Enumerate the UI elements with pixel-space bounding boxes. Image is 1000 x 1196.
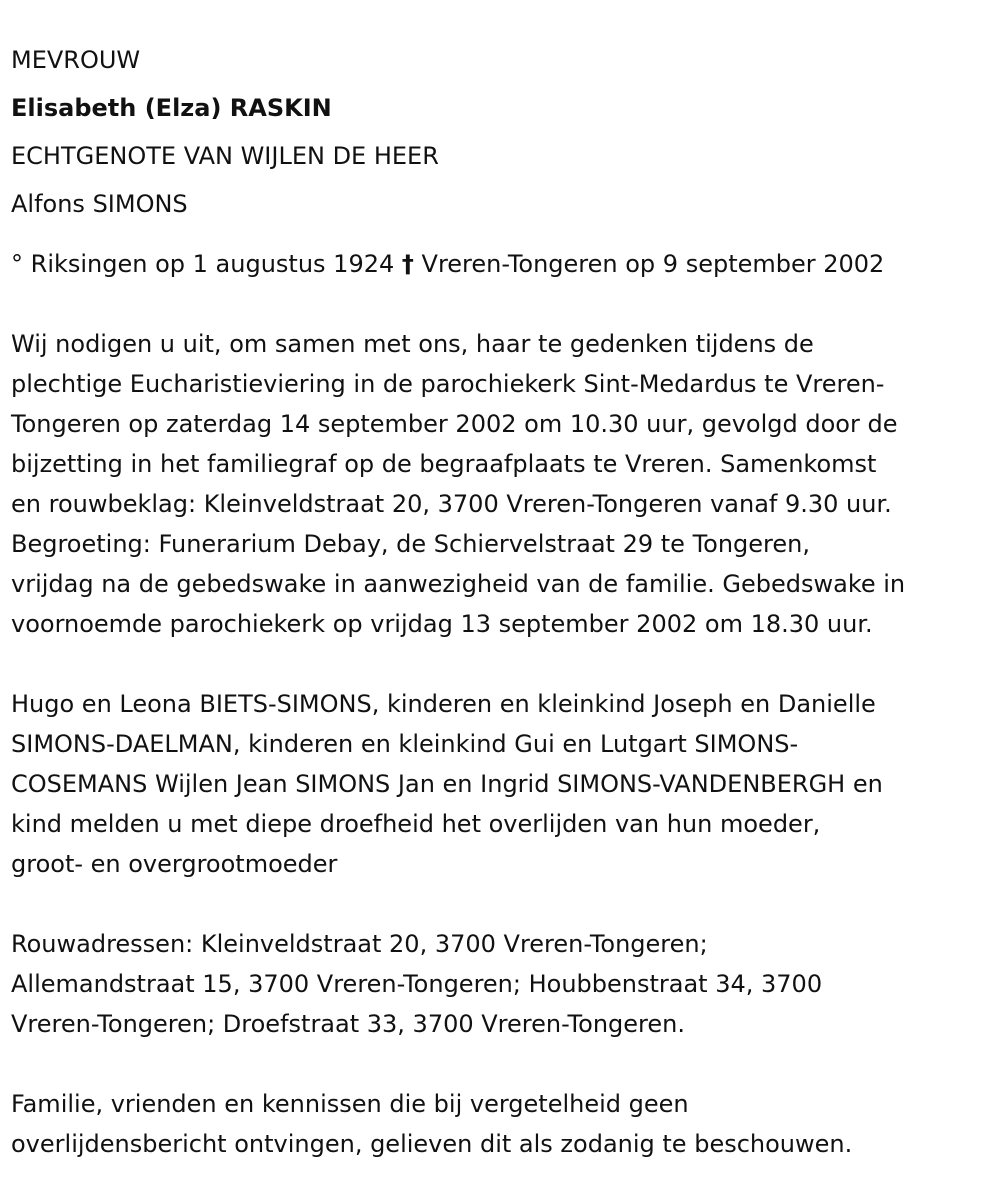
paragraph-line: en rouwbeklag: Kleinveldstraat 20, 3700 Vreren-Tongeren vanaf 9.30 uur.: [11, 490, 892, 518]
paragraph-line: Tongeren op zaterdag 14 september 2002 om 10.30 uur, gevolgd door de: [11, 410, 898, 438]
paragraph-line: plechtige Eucharistieviering in de parochiekerk Sint-Medardus te Vreren-: [11, 370, 885, 398]
paragraph-line: Rouwadressen: Kleinveldstraat 20, 3700 Vreren-Tongeren;: [11, 930, 708, 958]
paragraph-line: SIMONS-DAELMAN, kinderen en kleinkind Gui en Lutgart SIMONS-: [11, 730, 799, 758]
paragraph-line: groot- en overgrootmoeder: [11, 850, 338, 878]
salutation: MEVROUW: [11, 46, 141, 74]
paragraph-line: Hugo en Leona BIETS-SIMONS, kinderen en kleinkind Joseph en Danielle: [11, 690, 876, 718]
birth-info: Riksingen op 1 augustus 1924: [30, 250, 395, 278]
paragraph-line: Vreren-Tongeren; Droefstraat 33, 3700 Vreren-Tongeren.: [11, 1010, 685, 1038]
paragraph-line: overlijdensbericht ontvingen, gelieven dit als zodanig te beschouwen.: [11, 1130, 853, 1158]
paragraph-line: Wij nodigen u uit, om samen met ons, haar te gedenken tijdens de: [11, 330, 814, 358]
paragraph-line: bijzetting in het familiegraf op de begraafplaats te Vreren. Samenkomst: [11, 450, 877, 478]
paragraph-line: Begroeting: Funerarium Debay, de Schiervelstraat 29 te Tongeren,: [11, 530, 810, 558]
obituary-notice: [11, 36, 996, 1164]
relation-line: ECHTGENOTE VAN WIJLEN DE HEER: [11, 142, 439, 170]
paragraph-line: Familie, vrienden en kennissen die bij vergetelheid geen: [11, 1090, 689, 1118]
family-paragraph: [11, 684, 996, 884]
birth-symbol: °: [11, 250, 23, 278]
addresses-paragraph: [11, 924, 996, 1044]
invitation-paragraph: [11, 324, 996, 644]
paragraph-line: COSEMANS Wijlen Jean SIMONS Jan en Ingrid SIMONS-VANDENBERGH en: [11, 770, 883, 798]
closing-paragraph: [11, 1084, 996, 1164]
paragraph-line: vrijdag na de gebedswake in aanwezigheid van de familie. Gebedswake in: [11, 570, 906, 598]
paragraph-line: kind melden u met diepe droefheid het overlijden van hun moeder,: [11, 810, 821, 838]
death-info: Vreren-Tongeren op 9 september 2002: [421, 250, 885, 278]
spouse-name: Alfons SIMONS: [11, 190, 188, 218]
cross-icon: †: [401, 250, 414, 278]
paragraph-line: voornoemde parochiekerk op vrijdag 13 september 2002 om 18.30 uur.: [11, 610, 873, 638]
deceased-name: Elisabeth (Elza) RASKIN: [11, 94, 332, 122]
paragraph-line: Allemandstraat 15, 3700 Vreren-Tongeren; Houbbenstraat 34, 3700: [11, 970, 823, 998]
life-dates: [11, 244, 996, 284]
